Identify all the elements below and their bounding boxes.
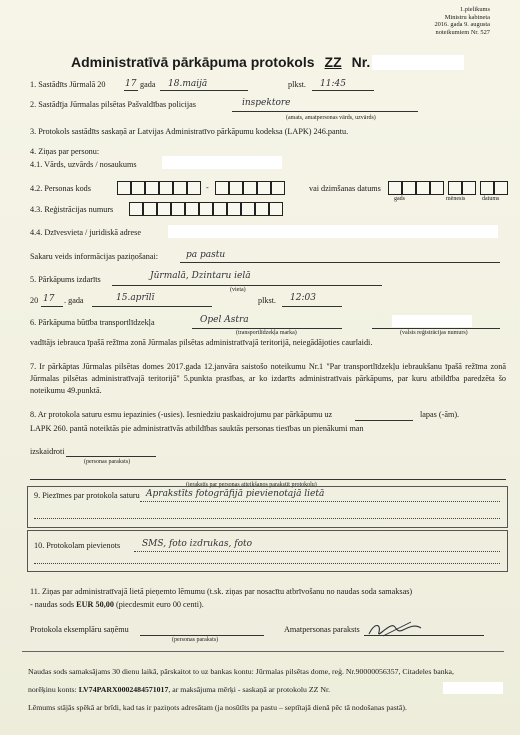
- id-code-box[interactable]: [173, 181, 187, 195]
- vehicle-plate-caption: (valsts reģistrācijas numurs): [400, 330, 468, 336]
- item8-refusal-caption: (ierakstīs par personas atteikšanos parakstīt protokolu): [186, 482, 317, 488]
- payment-info-line2: [28, 685, 330, 695]
- item5-year-prefix: 20: [30, 296, 39, 305]
- reg-number-box[interactable]: [157, 202, 171, 216]
- id-code-box[interactable]: [159, 181, 173, 195]
- vehicle-make: Opel Astra: [200, 315, 249, 325]
- id-code-box[interactable]: [229, 181, 243, 195]
- payment-info-line1: Naudas sods samaksājams 30 dienu laikā, pārskaitot to uz bankas kontu: Jūrmalas pilsētas dome, reģ. Nr.90000056357, Citadeles banka,: [28, 667, 454, 676]
- reference-line: 2016. gada 9. augusta: [434, 21, 490, 29]
- copy-received-label: Protokola eksemplāru saņēmu: [30, 625, 129, 634]
- reg-number-box[interactable]: [143, 202, 157, 216]
- item3-text: 3. Protokols sastādīts saskaņā ar Latvijas Administratīvo pārkāpumu kodeksa (LAPK) 246.pantu.: [30, 127, 349, 136]
- birth-date-label: vai dzimšanas datums: [309, 184, 381, 193]
- id-code-box[interactable]: [187, 181, 201, 195]
- official-signature-label: Amatpersonas paraksts: [284, 625, 360, 634]
- vehicle-make-caption: (transportlīdzekļa marka): [236, 330, 297, 336]
- item4-4-label: 4.4. Dzīvesvieta / juridiskā adrese: [30, 228, 141, 237]
- item8-line1: 8. Ar protokola saturu esmu iepazinies (-usies). Iesniedziu paskaidrojumu par pārkāpumu uz: [30, 410, 333, 419]
- birth-month-caption: mēnesis: [446, 196, 466, 202]
- item4-2-label: 4.2. Personas kods: [30, 184, 91, 193]
- item1-plkst: plkst.: [288, 80, 306, 89]
- copy-sig-caption: (personas paraksts): [172, 637, 219, 643]
- item5-year: 17: [43, 294, 55, 304]
- item8-pages: lapas (-ām).: [420, 410, 460, 419]
- item9-label: 9. Piezīmes par protokola saturu: [34, 491, 140, 500]
- redacted-protocol-number: [372, 55, 464, 70]
- item8-sig-caption: (personas paraksts): [84, 459, 131, 465]
- document-title: [71, 54, 370, 72]
- id-code-box[interactable]: [271, 181, 285, 195]
- id-code-box[interactable]: [243, 181, 257, 195]
- birth-day-box[interactable]: [494, 181, 508, 195]
- reference-line: noteikumiem Nr. 527: [435, 28, 490, 36]
- item5-caption: (vieta): [230, 287, 246, 293]
- decision-effective-note: Lēmums stājās spēkā ar brīdi, kad tas ir paziņots adresātam (ja nosūtīts pa pastu – septītajā dienā pēc tā nodošanas pastā).: [28, 703, 407, 712]
- item1-time: 11:45: [320, 79, 346, 89]
- item4-1-label: 4.1. Vārds, uzvārds / nosaukums: [30, 160, 137, 169]
- birth-day-box[interactable]: [480, 181, 494, 195]
- series-code: ZZ: [324, 54, 342, 70]
- birth-day-caption: datums: [482, 196, 500, 202]
- reg-number-box[interactable]: [255, 202, 269, 216]
- title-text: Administratīvā pārkāpuma protokols: [71, 54, 315, 70]
- birth-year-box[interactable]: [402, 181, 416, 195]
- redacted-address: [168, 225, 498, 238]
- item10-attachments: SMS, foto izdrukas, foto: [142, 539, 253, 549]
- item2-official: inspektore: [242, 98, 291, 108]
- item5-plkst: plkst.: [258, 296, 276, 305]
- item5-label: 5. Pārkāpums izdarīts: [30, 275, 101, 284]
- reg-number-box[interactable]: [129, 202, 143, 216]
- redacted-name: [162, 156, 282, 169]
- id-code-box[interactable]: [117, 181, 131, 195]
- contact-method-label: Sakaru veids informācijas paziņošanai:: [30, 252, 159, 261]
- item5-gada: . gada: [64, 296, 84, 305]
- item10-label: 10. Protokolam pievienots: [34, 541, 121, 550]
- reference-line: 1.pielikums: [460, 6, 490, 13]
- id-code-box[interactable]: [145, 181, 159, 195]
- id-code-box[interactable]: [257, 181, 271, 195]
- violation-description: vadītājs iebrauca īpašā režīma zonā Jūrmalas pilsētas administratīvajā teritorijā, neiegādājoties caurlaidi.: [30, 338, 373, 347]
- item7-text: 7. Ir pārkāptas Jūrmalas pilsētas domes 2017.gada 12.janvāra saistošo noteikumu Nr.1 "Par transportlīdzekļu iebraukšanu īpašā režīma zonā Jūrmalas pilsētas administratīvajā teritorijā" 5.punkta prasības, ar ko izdarīts administratīvais pārkāpums, par kuru atbildība paredzēta šo noteikumu 49.punktā.: [30, 362, 506, 395]
- redacted-footer-number: [443, 682, 503, 694]
- regulation-reference: [434, 6, 490, 36]
- reg-number-box[interactable]: [171, 202, 185, 216]
- item1-year: 17: [125, 79, 137, 89]
- redacted-plate: [392, 315, 472, 327]
- birth-year-box[interactable]: [388, 181, 402, 195]
- fine-words: (piecdesmit euro 00 centi).: [113, 600, 204, 609]
- item4-3-label: 4.3. Reģistrācijas numurs: [30, 205, 114, 214]
- item1-label: 1. Sastādīts Jūrmalā 20: [30, 80, 106, 89]
- item11-line2: [30, 600, 204, 610]
- contact-method-value: pa pastu: [186, 250, 226, 260]
- reg-number-box[interactable]: [185, 202, 199, 216]
- item5-time: 12:03: [290, 293, 316, 303]
- item5-date: 15.aprīlī: [116, 293, 155, 303]
- birth-year-caption: gads: [394, 196, 405, 202]
- reg-number-box[interactable]: [227, 202, 241, 216]
- reg-number-box[interactable]: [213, 202, 227, 216]
- reg-number-box[interactable]: [199, 202, 213, 216]
- item4-label: 4. Ziņas par personu:: [30, 147, 100, 156]
- number-label: Nr.: [351, 54, 371, 70]
- account-label: norēķinu konts:: [28, 685, 79, 694]
- id-code-dash: -: [206, 183, 209, 192]
- item8-line2: LAPK 260. pantā noteiktās pie administratīvās atbildības sauktās personas tiesības un pienākumi man: [30, 424, 364, 433]
- birth-month-box[interactable]: [462, 181, 476, 195]
- item9-notes: Aprakstīts fotogrāfijā pievienotajā lietā: [146, 489, 325, 499]
- official-signature: [365, 618, 425, 640]
- fine-amount: EUR 50,00: [76, 600, 114, 609]
- id-code-box[interactable]: [215, 181, 229, 195]
- item5-place: Jūrmalā, Dzintaru ielā: [150, 271, 251, 281]
- item2-caption: (amats, amatpersonas vārds, uzvārds): [286, 115, 376, 121]
- item1-date: 18.maijā: [168, 79, 208, 89]
- bank-account: LV74PARX0002484571017: [78, 685, 169, 694]
- item8-explained: izskaidroti: [30, 447, 65, 456]
- reference-line: Ministru kabineta: [444, 13, 490, 21]
- payment-purpose: , ar maksājuma mērķi - saskaņā ar protokolu ZZ Nr.: [168, 685, 331, 694]
- fine-prefix: - naudas sods: [30, 600, 77, 609]
- birth-year-box[interactable]: [430, 181, 444, 195]
- item11-line1: 11. Ziņas par administratīvajā lietā pieņemto lēmumu (t.sk. ziņas par nosacītu atbrīvošanu no naudas soda samaksas): [30, 587, 413, 596]
- birth-month-box[interactable]: [448, 181, 462, 195]
- reg-number-box[interactable]: [269, 202, 283, 216]
- item6-label: 6. Pārkāpuma būtība transportlīdzekļa: [30, 318, 155, 327]
- item1-gada: gada: [140, 80, 156, 89]
- id-code-box[interactable]: [131, 181, 145, 195]
- birth-year-box[interactable]: [416, 181, 430, 195]
- reg-number-box[interactable]: [241, 202, 255, 216]
- item2-label: 2. Sastādīja Jūrmalas pilsētas Pašvaldības policijas: [30, 100, 196, 109]
